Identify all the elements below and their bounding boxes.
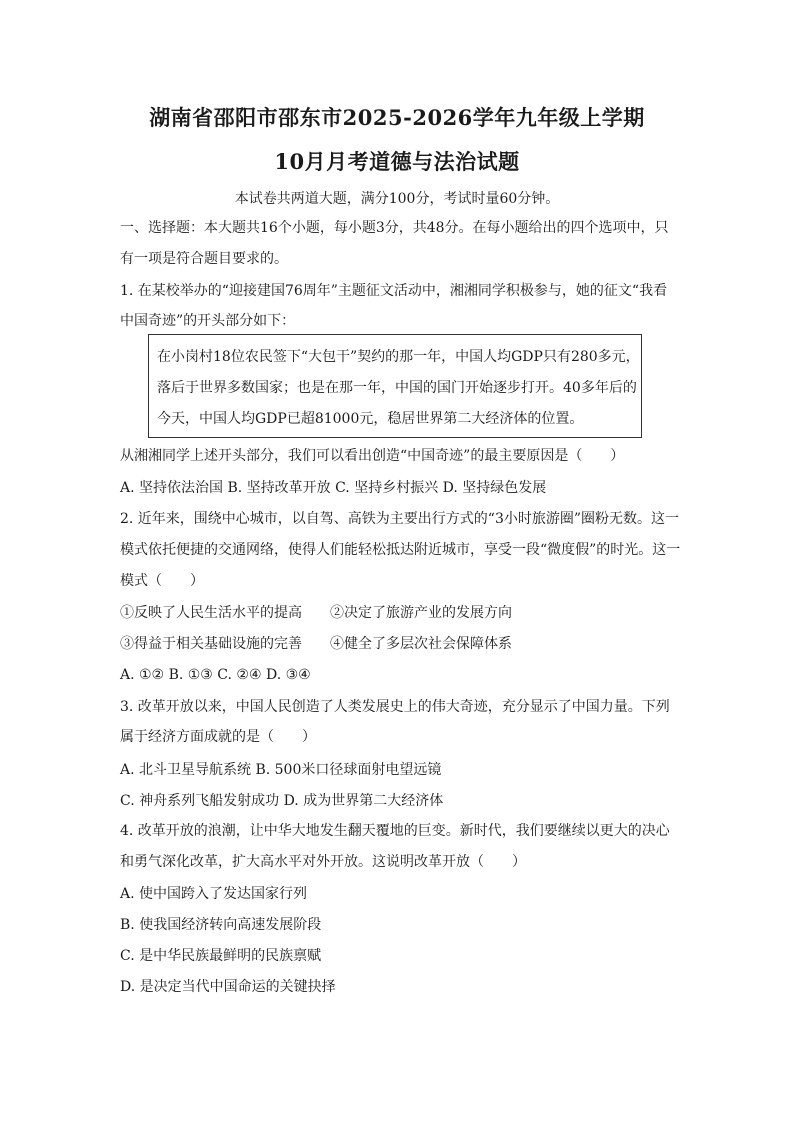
q2-stem-line2: 模式依托便捷的交通网络，使得人们能轻松抵达附近城市，享受一段“微度假”的时光。这一	[120, 542, 681, 558]
q2-item3: ③得益于相关基础设施的完善	[120, 636, 302, 652]
q2-options: A. ①② B. ①③ C. ②④ D. ③④	[120, 667, 311, 683]
q1-stem-line2: 中国奇迹”的开头部分如下：	[120, 313, 296, 329]
section-instruction-line2: 有一项是符合题目要求的。	[120, 251, 288, 267]
q1-question: 从湘湘同学上述开头部分，我们可以看出创造“中国奇迹”的最主要原因是（ ）	[120, 448, 625, 464]
q2-item1: ①反映了人民生活水平的提高	[120, 605, 302, 621]
q1-stem-line1: 1. 在某校举办的“迎接建国76周年”主题征文活动中，湘湘同学积极参与，她的征文“我看	[120, 283, 668, 299]
q2-stem-line1: 2. 近年来，围绕中心城市，以自驾、高铁为主要出行方式的“3小时旅游圈”圈粉无数。这一	[120, 511, 680, 527]
q3-stem-line2: 属于经济方面成就的是（ ）	[120, 729, 316, 745]
q1-material-box	[148, 334, 642, 438]
q4-option-c: C. 是中华民族最鲜明的民族禀赋	[120, 948, 322, 964]
q1-material-line1: 在小岗村18位农民签下“大包干”契约的那一年，中国人均GDP只有280多元，	[157, 349, 640, 365]
exam-intro: 本试卷共两道大题，满分100分，考试时量60分钟。	[234, 191, 560, 207]
q2-item2: ②决定了旅游产业的发展方向	[330, 605, 512, 621]
q3-options-line1: A. 北斗卫星导航系统 B. 500米口径球面射电望远镜	[120, 762, 442, 778]
q4-option-b: B. 使我国经济转向高速发展阶段	[120, 917, 322, 933]
q3-options-line2: C. 神舟系列飞船发射成功 D. 成为世界第二大经济体	[120, 793, 444, 809]
exam-title-line2: 10月月考道德与法治试题	[274, 149, 520, 174]
q4-stem-line2: 和勇气深化改革，扩大高水平对外开放。这说明改革开放（ ）	[120, 854, 526, 870]
exam-title-line1: 湖南省邵阳市邵东市2025-2026学年九年级上学期	[149, 105, 645, 130]
q2-item4: ④健全了多层次社会保障体系	[330, 636, 512, 652]
q4-option-d: D. 是决定当代中国命运的关键抉择	[120, 979, 336, 995]
q1-options: A. 坚持依法治国 B. 坚持改革开放 C. 坚持乡村振兴 D. 坚持绿色发展	[120, 480, 547, 496]
q3-stem-line1: 3. 改革开放以来，中国人民创造了人类发展史上的伟大奇迹，充分显示了中国力量。下列	[120, 699, 670, 715]
q2-stem-line3: 模式（ ）	[120, 573, 204, 589]
q1-material-line2: 落后于世界多数国家；也是在那一年，中国的国门开始逐步打开。40多年后的	[157, 380, 637, 396]
q4-stem-line1: 4. 改革开放的浪潮，让中华大地发生翻天覆地的巨变。新时代，我们要继续以更大的决心	[120, 823, 670, 839]
q4-option-a: A. 使中国跨入了发达国家行列	[120, 886, 308, 902]
section-instruction-line1: 一、选择题：本大题共16个小题，每小题3分，共48分。在每小题给出的四个选项中，只	[120, 220, 669, 236]
q1-material-line3: 今天，中国人均GDP已超81000元，稳居世界第二大经济体的位置。	[157, 411, 584, 427]
